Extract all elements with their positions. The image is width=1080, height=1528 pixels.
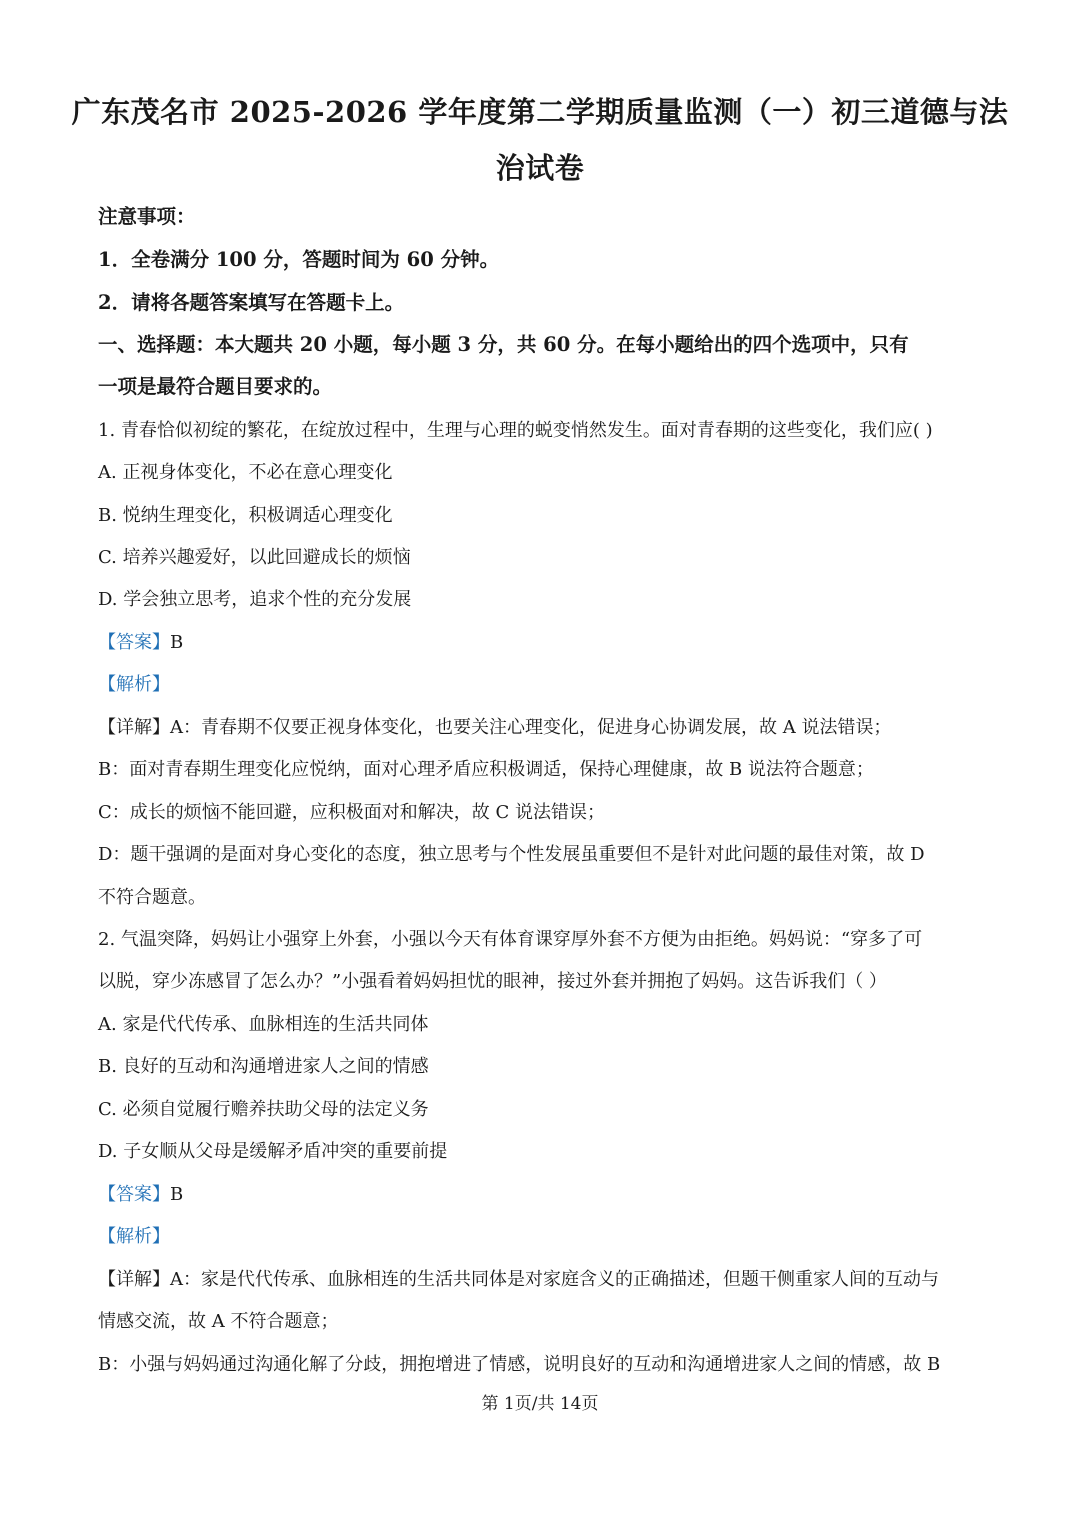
answer-tag: 【答案】 [98, 632, 170, 653]
question-2-stem-line-1: 2. 气温突降，妈妈让小强穿上外套，小强以今天有体育课穿厚外套不方便为由拒绝。妈妈说：“穿多了可 [98, 929, 923, 950]
question-2-option-b: B. 良好的互动和沟通增进家人之间的情感 [98, 1056, 429, 1077]
question-1-stem: 1. 青春恰似初绽的繁花，在绽放过程中，生理与心理的蜕变悄然发生。面对青春期的这些变化，我们应( ) [98, 420, 933, 441]
notice-heading: 注意事项： [98, 205, 196, 228]
section-heading-line-2: 一项是最符合题目要求的。 [98, 375, 333, 398]
question-1-option-c: C. 培养兴趣爱好，以此回避成长的烦恼 [98, 547, 411, 568]
question-1-analysis [98, 672, 988, 698]
question-2-answer [98, 1182, 988, 1208]
question-1-option-d: D. 学会独立思考，追求个性的充分发展 [98, 589, 412, 610]
notice-item-1: 1．全卷满分 100 分，答题时间为 60 分钟。 [98, 248, 500, 271]
answer-value: B [170, 632, 184, 653]
question-2-option-d: D. 子女顺从父母是缓解矛盾冲突的重要前提 [98, 1141, 448, 1162]
answer-tag: 【答案】 [98, 1184, 170, 1205]
question-1-detail-line-1 [98, 715, 988, 741]
question-1-answer [98, 630, 988, 656]
question-2-analysis [98, 1224, 988, 1250]
question-2-stem-line-2: 以脱，穿少冻感冒了怎么办？”小强看着妈妈担忧的眼神，接过外套并拥抱了妈妈。这告诉我们（ ） [98, 971, 887, 992]
question-1-option-b: B. 悦纳生理变化，积极调适心理变化 [98, 505, 393, 526]
question-1-detail-line-5: 不符合题意。 [98, 887, 206, 908]
exam-title-line-2: 治试卷 [495, 151, 585, 185]
notice-item-2: 2．请将各题答案填写在答题卡上。 [98, 291, 405, 314]
answer-value: B [170, 1184, 184, 1205]
section-heading-line-1: 一、选择题：本大题共 20 小题，每小题 3 分，共 60 分。在每小题给出的四个选项中，只有 [98, 333, 909, 356]
detail-text: A：家是代代传承、血脉相连的生活共同体是对家庭含义的正确描述，但题干侧重家人间的互动与 [170, 1269, 939, 1290]
analysis-tag: 【解析】 [98, 1226, 170, 1247]
question-2-detail-line-3: B：小强与妈妈通过沟通化解了分歧，拥抱增进了情感，说明良好的互动和沟通增进家人之间的情感，故 B [98, 1354, 941, 1375]
exam-title-line-1: 广东茂名市 2025-2026 学年度第二学期质量监测（一）初三道德与法 [71, 95, 1009, 129]
detail-text: A：青春期不仅要正视身体变化，也要关注心理变化，促进身心协调发展，故 A 说法错误； [170, 717, 892, 738]
question-2-detail-line-2: 情感交流，故 A 不符合题意； [98, 1311, 339, 1332]
question-2-option-a: A. 家是代代传承、血脉相连的生活共同体 [98, 1014, 429, 1035]
question-1-detail-line-3: C：成长的烦恼不能回避，应积极面对和解决，故 C 说法错误； [98, 802, 605, 823]
detail-tag: 【详解】 [98, 717, 170, 738]
question-1-detail-line-4: D：题干强调的是面对身心变化的态度，独立思考与个性发展虽重要但不是针对此问题的最佳对策，故 D [98, 844, 925, 865]
question-1-option-a: A. 正视身体变化，不必在意心理变化 [98, 462, 393, 483]
question-1-detail-line-2: B：面对青春期生理变化应悦纳，面对心理矛盾应积极调适，保持心理健康，故 B 说法符合题意； [98, 759, 874, 780]
detail-tag: 【详解】 [98, 1269, 170, 1290]
analysis-tag: 【解析】 [98, 674, 170, 695]
question-2-detail-line-1 [98, 1267, 988, 1293]
question-2-option-c: C. 必须自觉履行赡养扶助父母的法定义务 [98, 1099, 429, 1120]
page-number-footer: 第 1页/共 14页 [481, 1394, 599, 1414]
